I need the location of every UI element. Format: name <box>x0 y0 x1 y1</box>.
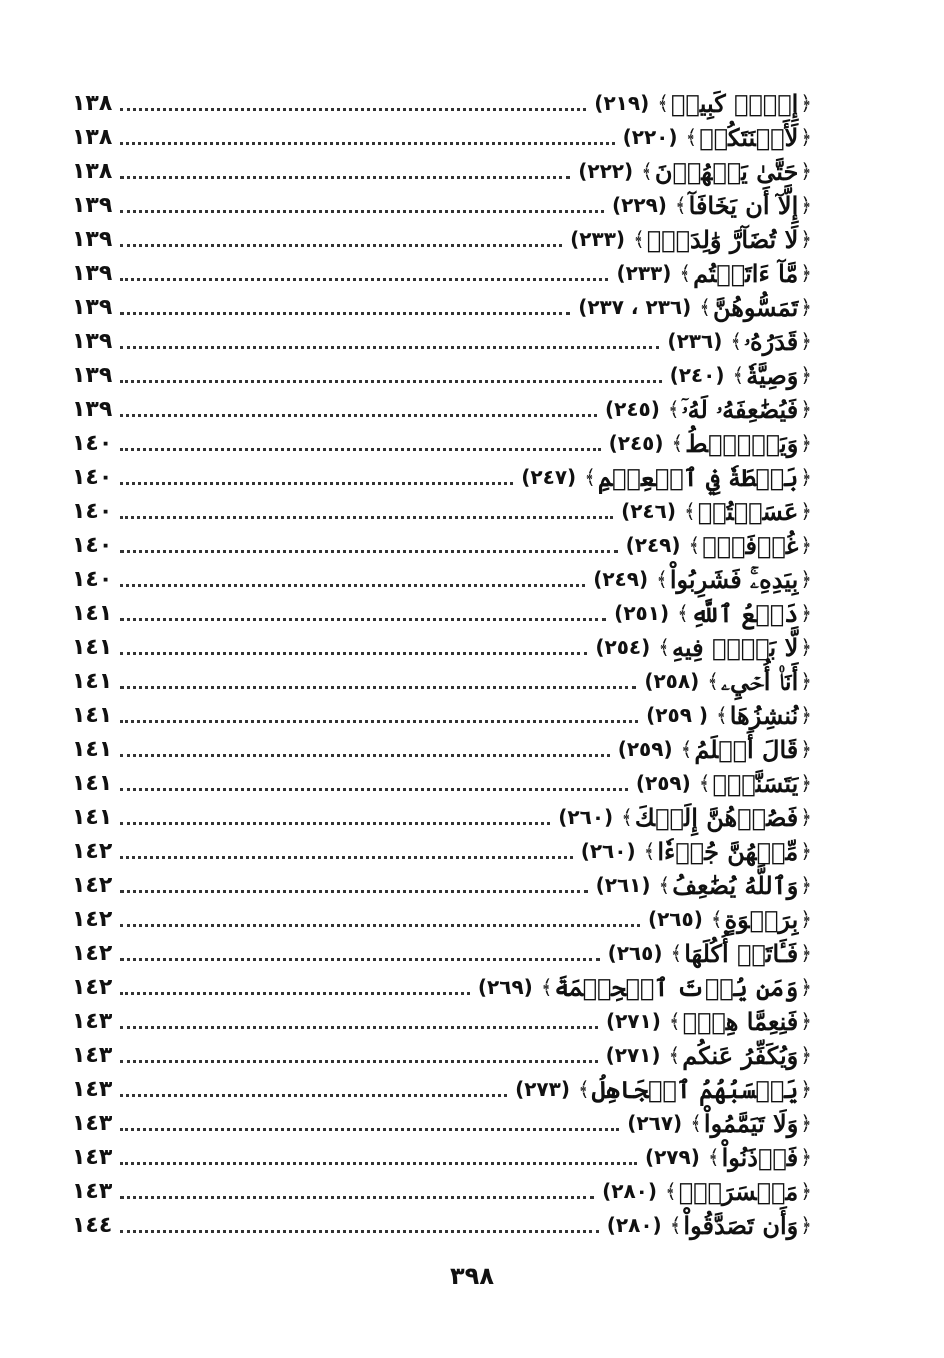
index-entry <box>645 1143 812 1172</box>
index-entry <box>627 1109 812 1138</box>
page-reference: ١٤٣ <box>72 1076 113 1102</box>
verse-number: (٢٤٧) <box>521 465 577 489</box>
ornate-bracket-open: ﴿ <box>800 839 812 863</box>
index-row <box>72 1140 812 1174</box>
page-reference: ١٣٨ <box>72 90 113 116</box>
index-entry <box>614 599 812 628</box>
dot-leader <box>120 788 628 791</box>
quran-term: مَّآ ءَاتَيۡتُم <box>693 258 799 288</box>
page-reference: ١٤٠ <box>72 464 113 490</box>
index-row <box>72 256 812 290</box>
ornate-bracket-open: ﴿ <box>800 737 812 761</box>
ornate-bracket-close: ﴾ <box>683 499 696 523</box>
dot-leader <box>120 1094 507 1097</box>
dot-leader <box>120 992 470 995</box>
page-reference: ١٤١ <box>72 736 113 762</box>
index-row <box>72 936 812 970</box>
ornate-bracket-close: ﴾ <box>668 1009 681 1033</box>
ornate-bracket-close: ﴾ <box>584 465 596 489</box>
index-entry <box>648 905 812 934</box>
quran-term: حَتَّىٰ يَطۡهُرۡنَ <box>654 156 799 186</box>
page-reference: ١٤٣ <box>72 1008 113 1034</box>
page-reference: ١٣٩ <box>72 362 113 388</box>
verse-number: (٢٣٦ ، ٢٣٧) <box>578 295 692 319</box>
page-reference: ١٤٢ <box>72 940 113 966</box>
dot-leader <box>120 1162 637 1165</box>
ornate-bracket-close: ﴾ <box>643 839 656 863</box>
quran-term: فَصُرۡهُنَّ إِلَيۡكَ <box>634 802 799 832</box>
ornate-bracket-open: ﴿ <box>800 227 812 251</box>
ornate-bracket-open: ﴿ <box>800 805 812 829</box>
quran-term: إِلَّآ أَن يَخَافَآ <box>688 190 799 220</box>
index-entry <box>667 327 812 356</box>
ornate-bracket-open: ﴿ <box>800 907 812 931</box>
page-reference: ١٤٢ <box>72 838 113 864</box>
page-reference: ١٤١ <box>72 634 113 660</box>
ornate-bracket-close: ﴾ <box>707 669 719 693</box>
ornate-bracket-close: ﴾ <box>621 805 633 829</box>
ornate-bracket-open: ﴿ <box>800 873 812 897</box>
quran-term: فَنِعِمَّا هِيَۖ <box>682 1006 799 1036</box>
dot-leader <box>120 1196 594 1199</box>
ornate-bracket-open: ﴿ <box>800 669 812 693</box>
ornate-bracket-close: ﴾ <box>699 295 711 319</box>
ornate-bracket-close: ﴾ <box>674 193 687 217</box>
ornate-bracket-open: ﴿ <box>800 465 812 489</box>
verse-number: (٢٤٦) <box>621 499 676 523</box>
index-row <box>72 1174 812 1208</box>
index-entry <box>593 565 812 594</box>
ornate-bracket-close: ﴾ <box>685 125 698 149</box>
verse-number: (٢٤٩) <box>593 567 649 591</box>
index-row <box>72 596 812 630</box>
index-entry <box>595 633 812 662</box>
dot-leader <box>120 958 599 961</box>
dot-leader <box>120 856 572 859</box>
page-reference: ١٣٩ <box>72 328 113 354</box>
verse-number: (٢٤٩) <box>625 533 681 557</box>
ornate-bracket-open: ﴿ <box>800 1009 812 1033</box>
page-reference: ١٣٩ <box>72 260 113 286</box>
dot-leader <box>120 210 604 213</box>
index-row <box>72 902 812 936</box>
dot-leader <box>120 720 638 723</box>
index-entry <box>606 1041 812 1070</box>
dot-leader <box>120 1026 598 1029</box>
index-entry <box>478 973 812 1002</box>
index-row <box>72 494 812 528</box>
dot-leader <box>120 244 562 247</box>
index-row <box>72 664 812 698</box>
verse-number: (٢٦٠) <box>580 839 636 863</box>
quran-term: فَأۡذَنُواْ <box>721 1142 799 1172</box>
index-entry <box>616 259 812 288</box>
index-entry <box>578 293 812 322</box>
index-row <box>72 800 812 834</box>
ornate-bracket-open: ﴿ <box>800 635 812 659</box>
verse-number: (٢٨٠) <box>606 1213 662 1237</box>
index-entry <box>558 803 812 832</box>
index-row <box>72 1038 812 1072</box>
index-row <box>72 460 812 494</box>
verse-number: (٢٣٦) <box>667 329 723 353</box>
index-entry <box>621 497 812 526</box>
quran-term: وَأَن تَصَدَّقُواْ <box>683 1210 799 1240</box>
dot-leader <box>120 414 597 417</box>
index-entry <box>605 395 812 424</box>
dot-leader <box>120 346 659 349</box>
ornate-bracket-close: ﴾ <box>577 1077 590 1101</box>
dot-leader <box>120 550 617 553</box>
index-entry <box>612 191 812 220</box>
dot-leader <box>120 142 614 145</box>
quran-term: وَصِيَّةٗ <box>746 360 799 390</box>
ornate-bracket-close: ﴾ <box>641 159 653 183</box>
index-entry <box>609 429 812 458</box>
index-row <box>72 426 812 460</box>
index-entry <box>636 769 812 798</box>
verse-number: (٢٦٩) <box>477 975 533 999</box>
index-row <box>72 222 812 256</box>
verse-number: (٢٥٤) <box>595 635 651 659</box>
ornate-bracket-open: ﴿ <box>800 125 812 149</box>
dot-leader <box>120 890 587 893</box>
page-reference: ١٣٩ <box>72 192 113 218</box>
verse-number: (٢٣٣) <box>570 227 626 251</box>
ornate-bracket-close: ﴾ <box>633 227 645 251</box>
ornate-bracket-close: ﴾ <box>670 941 683 965</box>
verse-number: (٢٥٨) <box>644 669 700 693</box>
ornate-bracket-close: ﴾ <box>690 1111 702 1135</box>
page-reference: ١٤٠ <box>72 532 113 558</box>
dot-leader <box>120 448 600 451</box>
quran-term: دَفۡعُ ٱللَّهِ <box>690 598 799 628</box>
ornate-bracket-close: ﴾ <box>668 1043 681 1067</box>
quran-term: وَلَا تَيَمَّمُواْ <box>703 1108 799 1138</box>
ornate-bracket-open: ﴿ <box>800 941 812 965</box>
quran-term: عَسَيۡتُمۡ <box>697 496 799 526</box>
index-row <box>72 358 812 392</box>
ornate-bracket-close: ﴾ <box>540 975 553 999</box>
ornate-bracket-close: ﴾ <box>667 397 680 421</box>
ornate-bracket-close: ﴾ <box>671 431 684 455</box>
dot-leader <box>120 652 587 655</box>
verse-number: (٢٢٢) <box>578 159 634 183</box>
dot-leader <box>120 822 550 825</box>
index-row <box>72 630 812 664</box>
quran-term: بِيَدِهِۦۚ فَشَرِبُواْ <box>669 564 799 594</box>
verse-number: (٢٨٠) <box>602 1179 658 1203</box>
index-entry <box>608 939 812 968</box>
index-row <box>72 1072 812 1106</box>
index-row <box>72 290 812 324</box>
ornate-bracket-open: ﴿ <box>800 397 812 421</box>
index-row <box>72 766 812 800</box>
page-reference: ١٣٩ <box>72 226 113 252</box>
quran-term: قَالَ أَعۡلَمُ <box>694 734 799 764</box>
index-row <box>72 1106 812 1140</box>
verse-number: (٢٧١) <box>605 1009 661 1033</box>
quran-term: أَنَا۠ أُحۡيِۦ <box>720 666 799 696</box>
ornate-bracket-open: ﴿ <box>800 1179 812 1203</box>
verse-number: (٢٦١) <box>595 873 651 897</box>
verse-number: (٢٢٩) <box>612 193 667 217</box>
page-reference: ١٤٣ <box>72 1144 113 1170</box>
verse-number: (٢٦٥) <box>607 941 663 965</box>
quran-term: بَسۡطَةٗ فِي ٱلۡعِلۡمِ <box>597 462 799 492</box>
index-row <box>72 868 812 902</box>
ornate-bracket-open: ﴿ <box>800 431 812 455</box>
ornate-bracket-close: ﴾ <box>658 873 671 897</box>
page-reference: ١٤٠ <box>72 430 113 456</box>
index-entry <box>670 361 812 390</box>
page-reference: ١٤١ <box>72 770 113 796</box>
index-entry <box>623 123 812 152</box>
ornate-bracket-open: ﴿ <box>800 1043 812 1067</box>
page-reference: ١٣٨ <box>72 158 113 184</box>
page-reference: ١٤٠ <box>72 566 113 592</box>
quran-term: لَّا بَيۡعٞ فِيهِ <box>672 632 799 662</box>
ornate-bracket-open: ﴿ <box>800 601 812 625</box>
ornate-bracket-close: ﴾ <box>669 1213 682 1237</box>
quran-term: مِّنۡهُنَّ جُزۡءٗا <box>657 836 799 866</box>
index-row <box>72 120 812 154</box>
verse-number: (٢٤٥) <box>608 431 664 455</box>
page-reference: ١٣٨ <box>72 124 113 150</box>
index-row <box>72 188 812 222</box>
verse-number: (٢٤٥) <box>605 397 660 421</box>
quran-term: قَدَرُهُۥ <box>744 326 799 356</box>
verse-number: ( ٢٥٩) <box>646 703 709 727</box>
index-entry <box>602 1177 812 1206</box>
index-row <box>72 834 812 868</box>
ornate-bracket-close: ﴾ <box>665 1179 677 1203</box>
ornate-bracket-close: ﴾ <box>716 703 728 727</box>
page-reference: ١٣٩ <box>72 294 113 320</box>
ornate-bracket-open: ﴿ <box>800 261 812 285</box>
ornate-bracket-open: ﴿ <box>800 1111 812 1135</box>
ornate-bracket-open: ﴿ <box>800 567 812 591</box>
index-entry <box>581 837 812 866</box>
index-entry <box>596 871 812 900</box>
ornate-bracket-close: ﴾ <box>677 601 689 625</box>
ornate-bracket-open: ﴿ <box>800 1145 812 1169</box>
index-row <box>72 970 812 1004</box>
dot-leader <box>120 686 636 689</box>
ornate-bracket-open: ﴿ <box>800 703 812 727</box>
dot-leader <box>120 108 586 111</box>
ornate-bracket-open: ﴿ <box>800 363 812 387</box>
page-reference: ١٤٢ <box>72 974 113 1000</box>
page-reference: ١٤٠ <box>72 498 113 524</box>
ornate-bracket-close: ﴾ <box>656 567 668 591</box>
quran-term: وَيَبۡصُۜطُ <box>685 428 799 458</box>
quran-term: مَيۡسَرَةٖۚ <box>678 1176 799 1206</box>
ornate-bracket-open: ﴿ <box>800 771 812 795</box>
dot-leader <box>120 176 570 179</box>
index-list <box>72 86 812 1242</box>
index-row <box>72 86 812 120</box>
index-row <box>72 392 812 426</box>
page-reference: ١٤٣ <box>72 1178 113 1204</box>
index-entry <box>594 89 812 118</box>
page-reference: ١٤١ <box>72 702 113 728</box>
index-row <box>72 562 812 596</box>
verse-number: (٢٥٩) <box>635 771 691 795</box>
quran-term: فَيُضَٰعِفَهُۥ لَهُۥٓ <box>681 394 799 424</box>
dot-leader <box>120 380 661 383</box>
index-row <box>72 154 812 188</box>
quran-term: وَمَن يُؤۡتَ ٱلۡحِكۡمَةَ <box>554 972 799 1002</box>
ornate-bracket-close: ﴾ <box>732 363 745 387</box>
quran-term: لَا تُضَآرَّ وَٰلِدَةُۢ <box>646 224 799 254</box>
page-reference: ١٤١ <box>72 600 113 626</box>
dot-leader <box>120 618 606 621</box>
ornate-bracket-open: ﴿ <box>800 975 812 999</box>
quran-term: يَتَسَنَّهۡۖ <box>712 768 799 798</box>
dot-leader <box>120 482 513 485</box>
dot-leader <box>120 516 613 519</box>
quran-term: وَيُكَفِّرُ عَنكُم <box>682 1040 799 1070</box>
verse-number: (٢٣٣) <box>616 261 672 285</box>
quran-term: لَأَعۡنَتَكُمۡ <box>699 122 799 152</box>
dot-leader <box>120 924 640 927</box>
ornate-bracket-close: ﴾ <box>657 91 669 115</box>
verse-number: (٢٦٥) <box>647 907 703 931</box>
verse-number: (٢١٩) <box>594 91 650 115</box>
verse-number: (٢٦٧) <box>627 1111 683 1135</box>
dot-leader <box>120 1128 619 1131</box>
quran-term: بِرَبۡوَةٍ <box>724 904 799 934</box>
ornate-bracket-open: ﴿ <box>800 1213 812 1237</box>
ornate-bracket-close: ﴾ <box>707 1145 720 1169</box>
ornate-bracket-open: ﴿ <box>800 91 812 115</box>
ornate-bracket-close: ﴾ <box>679 261 692 285</box>
index-row <box>72 698 812 732</box>
page-reference: ١٣٩ <box>72 396 113 422</box>
index-entry <box>607 1211 812 1240</box>
dot-leader <box>120 312 570 315</box>
ornate-bracket-close: ﴾ <box>688 533 701 557</box>
dot-leader <box>120 754 609 757</box>
dot-leader <box>120 278 608 281</box>
page-reference: ١٤٣ <box>72 1110 113 1136</box>
index-row <box>72 1004 812 1038</box>
ornate-bracket-open: ﴿ <box>800 159 812 183</box>
index-entry <box>521 463 812 492</box>
verse-number: (٢٧١) <box>605 1043 661 1067</box>
page-number: ٣٩٨ <box>450 1262 494 1290</box>
page-reference: ١٤٣ <box>72 1042 113 1068</box>
index-entry <box>646 701 812 730</box>
quran-term: إِثۡمٞ كَبِيرٞ <box>670 88 799 118</box>
page-reference: ١٤١ <box>72 804 113 830</box>
index-row <box>72 528 812 562</box>
quran-term: غُرۡفَةَۢ <box>702 530 799 560</box>
quran-term: وَٱللَّهُ يُضَٰعِفُ <box>672 870 799 900</box>
verse-number: (٢٧٩) <box>644 1145 700 1169</box>
ornate-bracket-open: ﴿ <box>800 329 812 353</box>
quran-term: نُنشِزُهَا <box>729 700 799 730</box>
index-entry <box>606 1007 812 1036</box>
index-entry <box>644 667 812 696</box>
ornate-bracket-close: ﴾ <box>710 907 723 931</box>
verse-number: (٢٥٩) <box>617 737 673 761</box>
index-entry <box>578 157 812 186</box>
ornate-bracket-open: ﴿ <box>800 295 812 319</box>
ornate-bracket-close: ﴾ <box>658 635 670 659</box>
index-row <box>72 1208 812 1242</box>
index-row <box>72 324 812 358</box>
verse-number: (٢٢٠) <box>622 125 678 149</box>
verse-number: (٢٤٠) <box>669 363 725 387</box>
index-row <box>72 732 812 766</box>
ornate-bracket-close: ﴾ <box>730 329 743 353</box>
quran-term: تَمَسُّوهُنَّ <box>712 292 799 322</box>
verse-number: (٢٥١) <box>614 601 670 625</box>
ornate-bracket-open: ﴿ <box>800 1077 812 1101</box>
page-reference: ١٤٢ <box>72 872 113 898</box>
quran-term: فَـَٔاتَتۡ أُكُلَهَا <box>684 938 799 968</box>
ornate-bracket-close: ﴾ <box>698 771 711 795</box>
ornate-bracket-close: ﴾ <box>680 737 693 761</box>
ornate-bracket-open: ﴿ <box>800 533 812 557</box>
verse-number: (٢٦٠) <box>558 805 614 829</box>
dot-leader <box>120 1230 598 1233</box>
page-reference: ١٤٤ <box>72 1212 113 1238</box>
index-entry <box>626 531 812 560</box>
index-entry <box>570 225 812 254</box>
ornate-bracket-open: ﴿ <box>800 499 812 523</box>
dot-leader <box>120 584 585 587</box>
ornate-bracket-open: ﴿ <box>800 193 812 217</box>
page-reference: ١٤٢ <box>72 906 113 932</box>
index-entry <box>618 735 812 764</box>
dot-leader <box>120 1060 597 1063</box>
index-entry <box>515 1075 812 1104</box>
verse-number: (٢٧٣) <box>515 1077 570 1101</box>
quran-term: يَحۡسَبُهُمُ ٱلۡجَاهِلُ <box>591 1074 799 1104</box>
page-reference: ١٤١ <box>72 668 113 694</box>
